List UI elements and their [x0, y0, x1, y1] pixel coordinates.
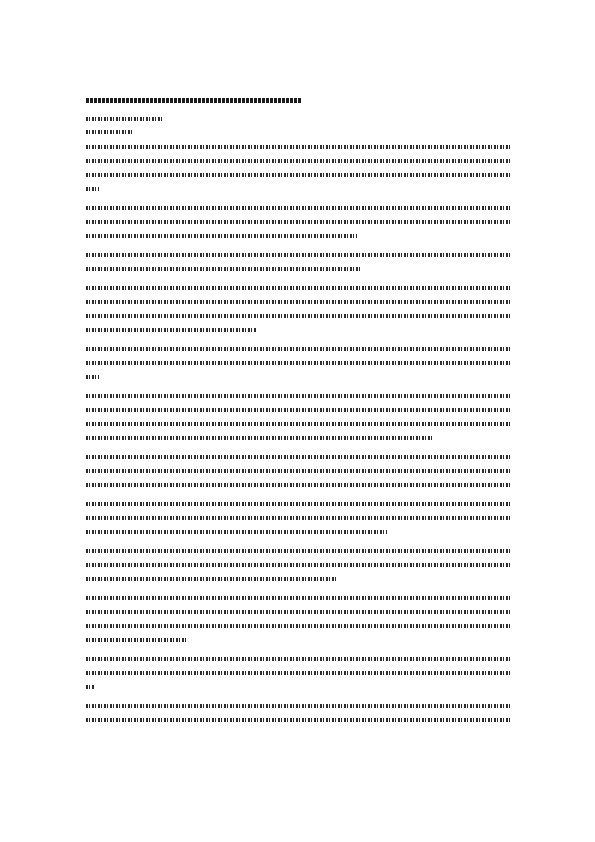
illegible-text	[86, 704, 510, 708]
paragraph-line	[86, 309, 510, 323]
illegible-text	[86, 286, 510, 290]
paragraph-line	[86, 182, 510, 196]
paragraph	[86, 652, 510, 694]
paragraph-line	[86, 281, 510, 295]
paragraph	[86, 497, 510, 539]
illegible-text	[86, 173, 510, 177]
paragraph-line	[86, 511, 510, 525]
document-title	[86, 96, 510, 105]
illegible-text	[86, 300, 510, 304]
illegible-text	[86, 253, 510, 257]
paragraph	[86, 201, 510, 243]
illegible-text	[86, 347, 510, 351]
illegible-text	[86, 361, 510, 365]
document-body	[86, 96, 510, 732]
illegible-text	[86, 130, 133, 134]
illegible-text	[86, 483, 510, 487]
paragraph-line	[86, 262, 510, 276]
illegible-text	[86, 220, 510, 224]
paragraph-line	[86, 605, 510, 619]
paragraph-line	[86, 464, 510, 478]
illegible-text	[86, 455, 510, 459]
illegible-text	[86, 117, 162, 121]
illegible-text	[86, 234, 357, 238]
illegible-text	[86, 159, 510, 163]
paragraph	[86, 591, 510, 647]
paragraph	[86, 450, 510, 492]
illegible-text	[86, 206, 510, 210]
paragraph-line	[86, 229, 510, 243]
illegible-text	[86, 187, 99, 191]
paragraph-line	[86, 342, 510, 356]
illegible-text	[86, 657, 510, 661]
paragraph-line	[86, 699, 510, 713]
paragraph-line	[86, 544, 510, 558]
illegible-text	[86, 638, 188, 642]
illegible-text	[86, 422, 510, 426]
paragraph-line	[86, 713, 510, 727]
illegible-text	[86, 549, 510, 553]
illegible-text	[86, 718, 510, 722]
paragraph-line	[86, 633, 510, 647]
paragraph-line	[86, 497, 510, 511]
paragraph	[86, 248, 510, 276]
illegible-text	[86, 516, 510, 520]
paragraph	[86, 544, 510, 586]
illegible-text	[86, 502, 510, 506]
illegible-text	[86, 408, 510, 412]
paragraph	[86, 342, 510, 384]
illegible-text	[86, 596, 510, 600]
title-line	[86, 96, 510, 105]
paragraph-line	[86, 619, 510, 633]
paragraph-line	[86, 323, 510, 337]
illegible-text	[86, 469, 510, 473]
illegible-text	[86, 375, 99, 379]
paragraph-line	[86, 478, 510, 492]
illegible-text	[86, 685, 94, 689]
paragraph-line	[86, 389, 510, 403]
illegible-text	[86, 671, 510, 675]
paragraph-line	[86, 558, 510, 572]
subheading-line	[86, 114, 510, 123]
paragraph-line	[86, 215, 510, 229]
illegible-text	[86, 267, 362, 271]
paragraph-line	[86, 140, 510, 154]
paragraph-line	[86, 652, 510, 666]
paragraph-line	[86, 666, 510, 680]
illegible-text	[86, 145, 510, 149]
paragraph-line	[86, 572, 510, 586]
paragraph	[86, 389, 510, 445]
subheading-line	[86, 127, 510, 136]
paragraph	[86, 281, 510, 337]
illegible-text	[86, 98, 302, 103]
paragraph-line	[86, 591, 510, 605]
paragraph-line	[86, 431, 510, 445]
paragraph	[86, 699, 510, 727]
illegible-text	[86, 436, 434, 440]
paragraph-line	[86, 154, 510, 168]
paragraph	[86, 140, 510, 196]
paragraph-line	[86, 403, 510, 417]
illegible-text	[86, 624, 510, 628]
illegible-text	[86, 530, 387, 534]
paragraph-line	[86, 450, 510, 464]
illegible-text	[86, 577, 336, 581]
paragraph-line	[86, 295, 510, 309]
paragraph-line	[86, 680, 510, 694]
paragraph-line	[86, 525, 510, 539]
subheading	[86, 114, 510, 123]
paragraph-line	[86, 248, 510, 262]
illegible-text	[86, 610, 510, 614]
illegible-text	[86, 394, 510, 398]
illegible-text	[86, 314, 510, 318]
illegible-text	[86, 328, 256, 332]
subheading	[86, 127, 510, 136]
paragraph-line	[86, 417, 510, 431]
paragraph-line	[86, 168, 510, 182]
illegible-text	[86, 563, 510, 567]
paragraph-line	[86, 370, 510, 384]
paragraph-line	[86, 201, 510, 215]
paragraph-line	[86, 356, 510, 370]
